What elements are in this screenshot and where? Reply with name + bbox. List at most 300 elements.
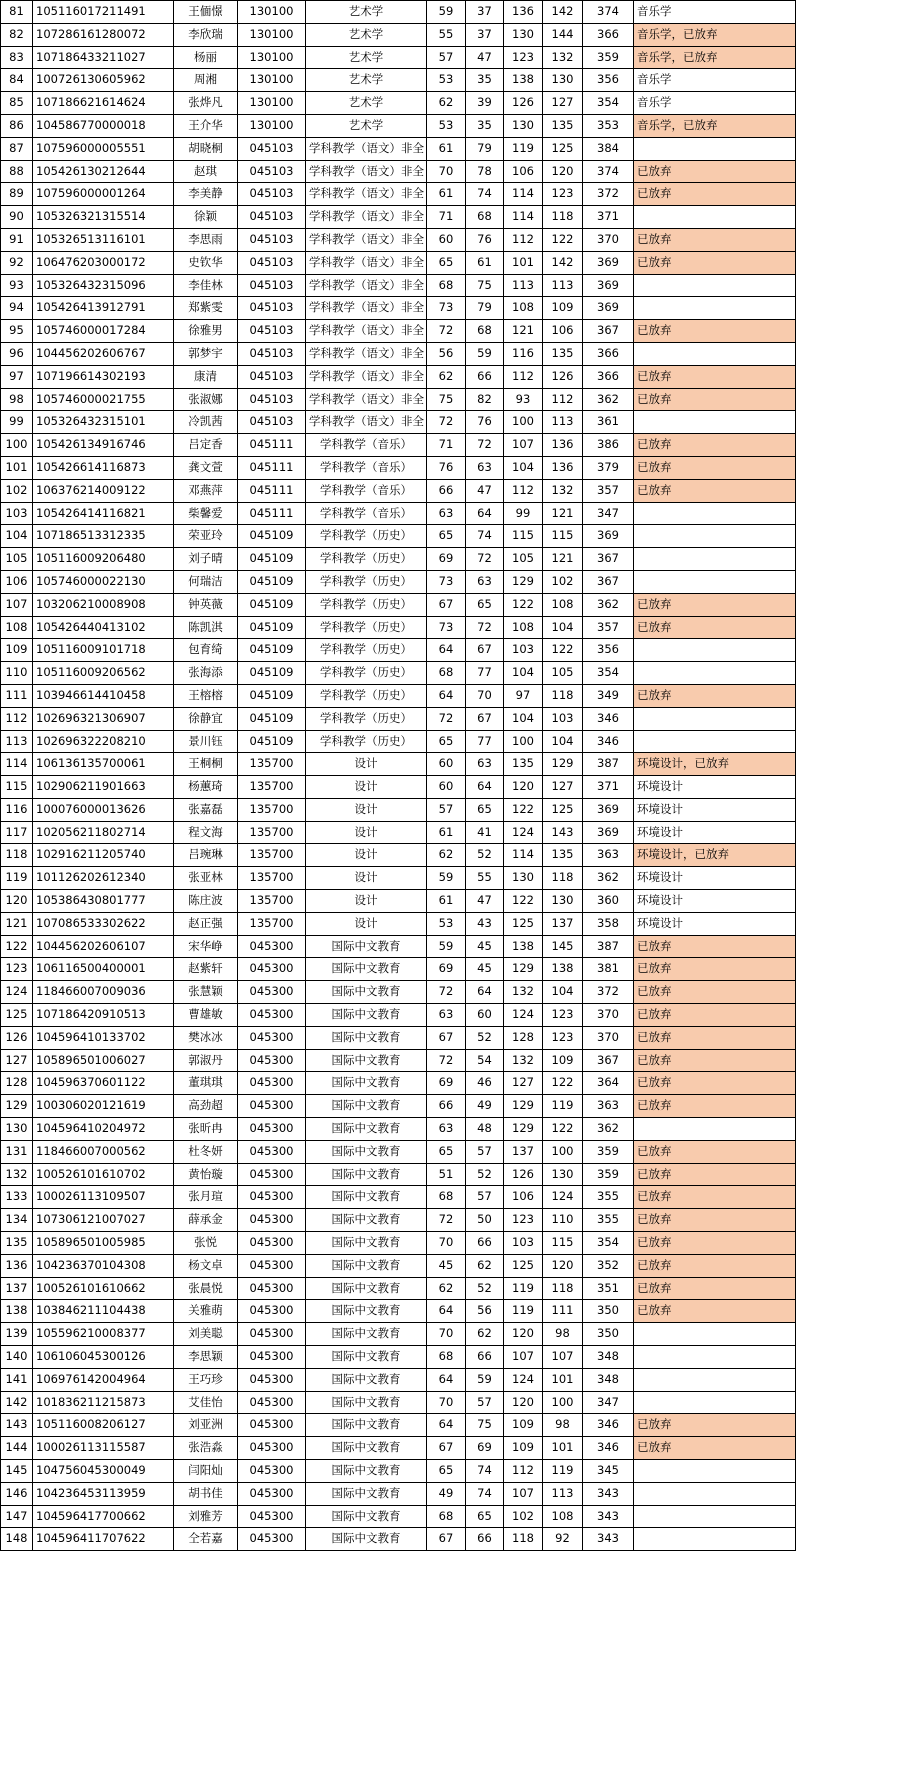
row-index-cell: 143 [1,1414,33,1437]
major-code-cell: 045300 [238,1528,306,1551]
note-cell: 环境设计 [634,867,796,890]
candidate-name-cell: 徐静宜 [174,707,238,730]
note-cell: 已放弃 [634,456,796,479]
major-name-cell: 国际中文教育 [306,1528,427,1551]
note-cell: 环境设计 [634,776,796,799]
major-name-cell: 艺术学 [306,114,427,137]
major-code-cell: 045103 [238,274,306,297]
major-name-cell: 国际中文教育 [306,1254,427,1277]
row-index-cell: 127 [1,1049,33,1072]
table-row [1,935,796,958]
row-index-cell: 123 [1,958,33,981]
row-index-cell: 140 [1,1346,33,1369]
subject2-score-cell: 124 [543,1186,583,1209]
major-name-cell: 国际中文教育 [306,958,427,981]
exam-number-cell: 106136135700061 [33,753,174,776]
foreign-language-score-cell: 66 [466,1528,504,1551]
note-cell: 环境设计 [634,821,796,844]
total-score-cell: 357 [583,479,634,502]
foreign-language-score-cell: 77 [466,662,504,685]
candidate-name-cell: 钟英薇 [174,593,238,616]
subject1-score-cell: 130 [504,867,543,890]
note-cell: 音乐学，已放弃 [634,23,796,46]
foreign-language-score-cell: 69 [466,1437,504,1460]
subject2-score-cell: 125 [543,798,583,821]
major-name-cell: 学科教学（音乐） [306,479,427,502]
exam-number-cell: 107286161280072 [33,23,174,46]
candidate-name-cell: 董琪琪 [174,1072,238,1095]
exam-number-cell: 102906211901663 [33,776,174,799]
major-name-cell: 学科教学（语文）非全 [306,160,427,183]
exam-number-cell: 107196614302193 [33,365,174,388]
foreign-language-score-cell: 72 [466,548,504,571]
table-row [1,388,796,411]
table-row [1,753,796,776]
subject2-score-cell: 111 [543,1300,583,1323]
table-row [1,958,796,981]
note-cell [634,1118,796,1141]
politics-score-cell: 72 [427,320,466,343]
subject1-score-cell: 135 [504,753,543,776]
candidate-name-cell: 闫阳灿 [174,1460,238,1483]
total-score-cell: 362 [583,388,634,411]
table-row [1,251,796,274]
subject1-score-cell: 112 [504,1460,543,1483]
total-score-cell: 369 [583,525,634,548]
row-index-cell: 93 [1,274,33,297]
exam-number-cell: 107186420910513 [33,1004,174,1027]
total-score-cell: 360 [583,890,634,913]
table-row [1,1391,796,1414]
major-name-cell: 国际中文教育 [306,1505,427,1528]
row-index-cell: 111 [1,684,33,707]
subject1-score-cell: 119 [504,137,543,160]
note-cell: 环境设计 [634,890,796,913]
total-score-cell: 354 [583,1232,634,1255]
note-cell: 已放弃 [634,320,796,343]
subject2-score-cell: 119 [543,1460,583,1483]
table-row [1,616,796,639]
exam-number-cell: 105326513116101 [33,228,174,251]
foreign-language-score-cell: 76 [466,411,504,434]
major-code-cell: 045300 [238,1049,306,1072]
row-index-cell: 125 [1,1004,33,1027]
table-row [1,69,796,92]
row-index-cell: 131 [1,1140,33,1163]
subject1-score-cell: 138 [504,69,543,92]
subject1-score-cell: 106 [504,1186,543,1209]
major-name-cell: 国际中文教育 [306,935,427,958]
row-index-cell: 100 [1,434,33,457]
subject2-score-cell: 115 [543,1232,583,1255]
subject1-score-cell: 137 [504,1140,543,1163]
total-score-cell: 366 [583,23,634,46]
total-score-cell: 370 [583,228,634,251]
total-score-cell: 387 [583,935,634,958]
row-index-cell: 118 [1,844,33,867]
row-index-cell: 130 [1,1118,33,1141]
note-cell: 已放弃 [634,616,796,639]
total-score-cell: 343 [583,1528,634,1551]
candidate-name-cell: 徐颖 [174,206,238,229]
major-code-cell: 045103 [238,137,306,160]
subject2-score-cell: 109 [543,297,583,320]
table-row [1,160,796,183]
politics-score-cell: 72 [427,1049,466,1072]
politics-score-cell: 66 [427,1095,466,1118]
major-code-cell: 045300 [238,1163,306,1186]
row-index-cell: 139 [1,1323,33,1346]
total-score-cell: 366 [583,365,634,388]
subject2-score-cell: 110 [543,1209,583,1232]
major-code-cell: 045300 [238,1072,306,1095]
politics-score-cell: 73 [427,297,466,320]
major-code-cell: 045103 [238,297,306,320]
candidate-name-cell: 胡晓桐 [174,137,238,160]
major-code-cell: 045111 [238,456,306,479]
foreign-language-score-cell: 48 [466,1118,504,1141]
subject1-score-cell: 119 [504,1277,543,1300]
candidate-name-cell: 赵正强 [174,912,238,935]
subject2-score-cell: 137 [543,912,583,935]
major-name-cell: 学科教学（历史） [306,525,427,548]
exam-number-cell: 107086533302622 [33,912,174,935]
major-name-cell: 学科教学（语文）非全 [306,251,427,274]
total-score-cell: 354 [583,662,634,685]
major-name-cell: 学科教学（历史） [306,662,427,685]
foreign-language-score-cell: 74 [466,1460,504,1483]
subject2-score-cell: 136 [543,434,583,457]
foreign-language-score-cell: 52 [466,844,504,867]
row-index-cell: 146 [1,1482,33,1505]
table-row [1,1140,796,1163]
subject1-score-cell: 99 [504,502,543,525]
total-score-cell: 386 [583,434,634,457]
foreign-language-score-cell: 63 [466,456,504,479]
major-code-cell: 135700 [238,912,306,935]
row-index-cell: 141 [1,1368,33,1391]
exam-number-cell: 105596210008377 [33,1323,174,1346]
exam-number-cell: 103946614410458 [33,684,174,707]
subject1-score-cell: 103 [504,1232,543,1255]
candidate-name-cell: 陈庄波 [174,890,238,913]
candidate-name-cell: 杨文卓 [174,1254,238,1277]
foreign-language-score-cell: 79 [466,297,504,320]
total-score-cell: 369 [583,798,634,821]
candidate-name-cell: 张昕冉 [174,1118,238,1141]
major-code-cell: 135700 [238,821,306,844]
exam-number-cell: 100306020121619 [33,1095,174,1118]
total-score-cell: 367 [583,570,634,593]
subject1-score-cell: 104 [504,456,543,479]
subject1-score-cell: 129 [504,958,543,981]
total-score-cell: 371 [583,206,634,229]
row-index-cell: 91 [1,228,33,251]
table-row [1,1209,796,1232]
foreign-language-score-cell: 52 [466,1163,504,1186]
row-index-cell: 134 [1,1209,33,1232]
foreign-language-score-cell: 52 [466,1277,504,1300]
exam-number-cell: 102696322208210 [33,730,174,753]
exam-number-cell: 104586770000018 [33,114,174,137]
candidate-name-cell: 王偭憬 [174,1,238,24]
politics-score-cell: 62 [427,92,466,115]
subject2-score-cell: 113 [543,1482,583,1505]
politics-score-cell: 71 [427,206,466,229]
foreign-language-score-cell: 37 [466,23,504,46]
table-row [1,411,796,434]
subject2-score-cell: 127 [543,92,583,115]
subject1-score-cell: 120 [504,776,543,799]
foreign-language-score-cell: 68 [466,320,504,343]
row-index-cell: 119 [1,867,33,890]
row-index-cell: 107 [1,593,33,616]
subject2-score-cell: 100 [543,1140,583,1163]
row-index-cell: 90 [1,206,33,229]
table-row [1,1437,796,1460]
major-code-cell: 045300 [238,1118,306,1141]
subject2-score-cell: 98 [543,1414,583,1437]
subject2-score-cell: 101 [543,1368,583,1391]
subject2-score-cell: 101 [543,1437,583,1460]
subject1-score-cell: 124 [504,1004,543,1027]
subject2-score-cell: 118 [543,206,583,229]
exam-number-cell: 104596370601122 [33,1072,174,1095]
major-name-cell: 国际中文教育 [306,1186,427,1209]
total-score-cell: 367 [583,1049,634,1072]
subject1-score-cell: 120 [504,1323,543,1346]
subject1-score-cell: 124 [504,1368,543,1391]
total-score-cell: 362 [583,593,634,616]
major-code-cell: 135700 [238,844,306,867]
major-name-cell: 学科教学（历史） [306,593,427,616]
subject1-score-cell: 93 [504,388,543,411]
politics-score-cell: 59 [427,867,466,890]
candidate-name-cell: 宋华峥 [174,935,238,958]
major-name-cell: 学科教学（音乐） [306,456,427,479]
exam-number-cell: 100526101610702 [33,1163,174,1186]
foreign-language-score-cell: 67 [466,707,504,730]
total-score-cell: 350 [583,1323,634,1346]
politics-score-cell: 62 [427,1277,466,1300]
total-score-cell: 359 [583,1140,634,1163]
politics-score-cell: 64 [427,639,466,662]
major-code-cell: 045300 [238,1277,306,1300]
major-code-cell: 045109 [238,570,306,593]
politics-score-cell: 68 [427,1505,466,1528]
politics-score-cell: 49 [427,1482,466,1505]
subject2-score-cell: 121 [543,502,583,525]
major-name-cell: 设计 [306,867,427,890]
subject1-score-cell: 132 [504,1049,543,1072]
politics-score-cell: 73 [427,570,466,593]
table-row [1,434,796,457]
major-code-cell: 045109 [238,662,306,685]
foreign-language-score-cell: 59 [466,1368,504,1391]
exam-number-cell: 104236370104308 [33,1254,174,1277]
table-row [1,1072,796,1095]
table-row [1,639,796,662]
major-code-cell: 045103 [238,320,306,343]
candidate-name-cell: 郑紫雯 [174,297,238,320]
table-row [1,23,796,46]
major-name-cell: 学科教学（历史） [306,548,427,571]
major-code-cell: 130100 [238,92,306,115]
candidate-name-cell: 赵紫轩 [174,958,238,981]
total-score-cell: 367 [583,320,634,343]
table-row [1,1460,796,1483]
candidate-name-cell: 郭梦宇 [174,342,238,365]
subject1-score-cell: 112 [504,228,543,251]
foreign-language-score-cell: 62 [466,1254,504,1277]
politics-score-cell: 56 [427,342,466,365]
total-score-cell: 351 [583,1277,634,1300]
foreign-language-score-cell: 82 [466,388,504,411]
politics-score-cell: 68 [427,662,466,685]
foreign-language-score-cell: 74 [466,1482,504,1505]
total-score-cell: 369 [583,251,634,274]
table-row [1,890,796,913]
major-code-cell: 045300 [238,1368,306,1391]
total-score-cell: 369 [583,274,634,297]
major-name-cell: 国际中文教育 [306,1209,427,1232]
subject1-score-cell: 127 [504,1072,543,1095]
foreign-language-score-cell: 35 [466,69,504,92]
foreign-language-score-cell: 35 [466,114,504,137]
subject1-score-cell: 138 [504,935,543,958]
table-row [1,46,796,69]
note-cell: 已放弃 [634,1414,796,1437]
politics-score-cell: 67 [427,593,466,616]
politics-score-cell: 70 [427,1391,466,1414]
note-cell [634,570,796,593]
major-code-cell: 135700 [238,798,306,821]
row-index-cell: 135 [1,1232,33,1255]
subject2-score-cell: 121 [543,548,583,571]
row-index-cell: 108 [1,616,33,639]
subject2-score-cell: 105 [543,662,583,685]
subject2-score-cell: 112 [543,388,583,411]
note-cell [634,137,796,160]
total-score-cell: 374 [583,160,634,183]
politics-score-cell: 65 [427,730,466,753]
total-score-cell: 370 [583,1004,634,1027]
note-cell: 已放弃 [634,1277,796,1300]
table-row [1,1323,796,1346]
row-index-cell: 84 [1,69,33,92]
major-name-cell: 设计 [306,844,427,867]
table-row [1,684,796,707]
table-row [1,867,796,890]
total-score-cell: 359 [583,1163,634,1186]
note-cell: 音乐学 [634,92,796,115]
subject1-score-cell: 130 [504,114,543,137]
candidate-name-cell: 刘亚洲 [174,1414,238,1437]
total-score-cell: 372 [583,981,634,1004]
candidate-name-cell: 邓燕萍 [174,479,238,502]
total-score-cell: 354 [583,92,634,115]
major-code-cell: 135700 [238,753,306,776]
note-cell: 已放弃 [634,1095,796,1118]
subject1-score-cell: 132 [504,981,543,1004]
row-index-cell: 120 [1,890,33,913]
note-cell: 已放弃 [634,388,796,411]
note-cell [634,1505,796,1528]
major-name-cell: 学科教学（语文）非全 [306,297,427,320]
major-code-cell: 135700 [238,776,306,799]
subject2-score-cell: 135 [543,342,583,365]
foreign-language-score-cell: 66 [466,365,504,388]
foreign-language-score-cell: 74 [466,525,504,548]
major-name-cell: 学科教学（语文）非全 [306,137,427,160]
politics-score-cell: 70 [427,1323,466,1346]
major-name-cell: 国际中文教育 [306,1026,427,1049]
exam-number-cell: 105426130212644 [33,160,174,183]
row-index-cell: 83 [1,46,33,69]
exam-number-cell: 107596000001264 [33,183,174,206]
foreign-language-score-cell: 47 [466,479,504,502]
exam-number-cell: 102696321306907 [33,707,174,730]
exam-number-cell: 103206210008908 [33,593,174,616]
foreign-language-score-cell: 63 [466,753,504,776]
foreign-language-score-cell: 56 [466,1300,504,1323]
row-index-cell: 128 [1,1072,33,1095]
foreign-language-score-cell: 62 [466,1323,504,1346]
major-name-cell: 艺术学 [306,1,427,24]
subject2-score-cell: 103 [543,707,583,730]
total-score-cell: 363 [583,844,634,867]
note-cell: 音乐学，已放弃 [634,114,796,137]
subject2-score-cell: 122 [543,228,583,251]
total-score-cell: 381 [583,958,634,981]
foreign-language-score-cell: 54 [466,1049,504,1072]
major-code-cell: 045300 [238,1460,306,1483]
foreign-language-score-cell: 57 [466,1391,504,1414]
row-index-cell: 98 [1,388,33,411]
total-score-cell: 346 [583,1414,634,1437]
foreign-language-score-cell: 77 [466,730,504,753]
subject2-score-cell: 120 [543,160,583,183]
note-cell: 环境设计，已放弃 [634,844,796,867]
politics-score-cell: 63 [427,502,466,525]
major-code-cell: 045103 [238,365,306,388]
politics-score-cell: 67 [427,1026,466,1049]
major-name-cell: 学科教学（语文）非全 [306,342,427,365]
subject2-score-cell: 130 [543,1163,583,1186]
note-cell: 已放弃 [634,1072,796,1095]
foreign-language-score-cell: 74 [466,183,504,206]
subject2-score-cell: 127 [543,776,583,799]
row-index-cell: 142 [1,1391,33,1414]
exam-number-cell: 101126202612340 [33,867,174,890]
foreign-language-score-cell: 72 [466,616,504,639]
subject2-score-cell: 98 [543,1323,583,1346]
politics-score-cell: 51 [427,1163,466,1186]
row-index-cell: 102 [1,479,33,502]
candidate-name-cell: 柴馨爱 [174,502,238,525]
table-row [1,1186,796,1209]
major-name-cell: 学科教学（语文）非全 [306,183,427,206]
politics-score-cell: 62 [427,844,466,867]
foreign-language-score-cell: 57 [466,1186,504,1209]
table-row [1,912,796,935]
politics-score-cell: 64 [427,1368,466,1391]
foreign-language-score-cell: 78 [466,160,504,183]
major-name-cell: 学科教学（历史） [306,730,427,753]
exam-number-cell: 105896501005985 [33,1232,174,1255]
exam-number-cell: 104596410133702 [33,1026,174,1049]
subject1-score-cell: 107 [504,1482,543,1505]
